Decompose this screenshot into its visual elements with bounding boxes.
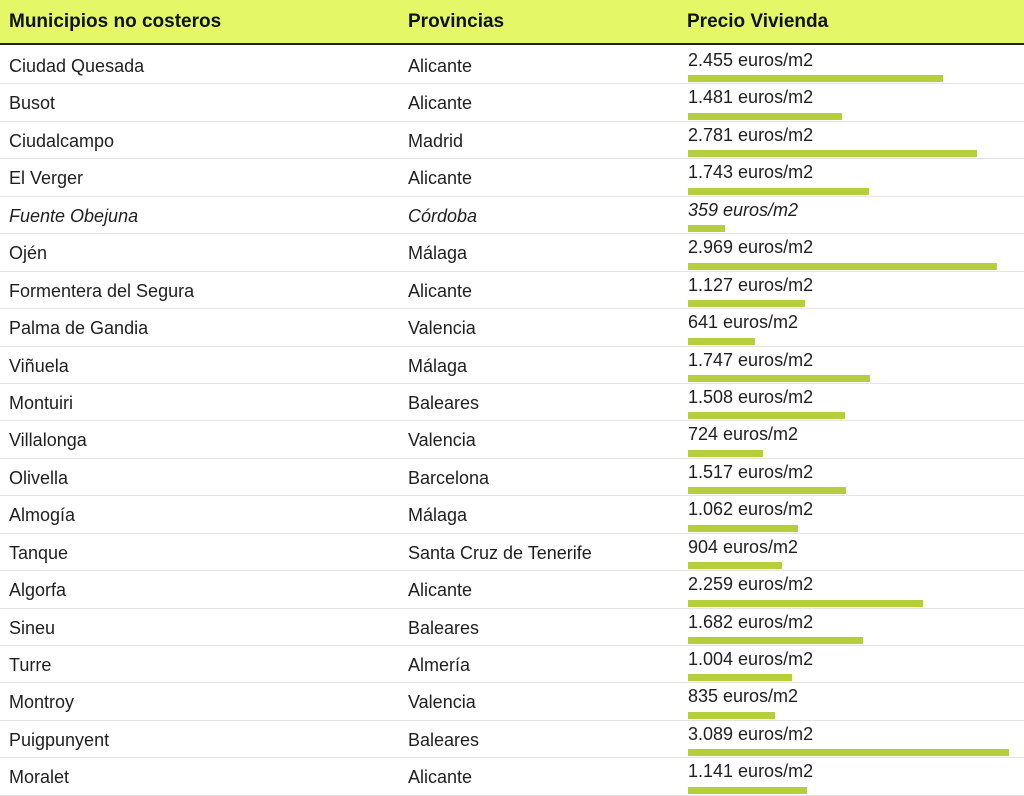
precio-label: 2.455 euros/m2 <box>688 50 814 70</box>
table-row <box>0 609 1024 646</box>
table-row <box>0 496 1024 533</box>
precio-label: 641 euros/m2 <box>688 312 799 333</box>
table-row <box>0 421 1024 458</box>
precio-label: 359 euros/m2 <box>688 199 799 220</box>
table-row <box>0 758 1024 795</box>
precio-bar <box>688 188 869 195</box>
precio-label: 1.747 euros/m2 <box>688 349 814 370</box>
precio-label: 1.743 euros/m2 <box>688 162 814 183</box>
precio-bar <box>688 300 805 307</box>
precio-label: 2.969 euros/m2 <box>688 237 814 258</box>
table-row <box>0 459 1024 496</box>
precio-bar <box>688 263 997 270</box>
precio-bar <box>688 787 807 794</box>
municipio-cell: Olivella <box>9 467 69 488</box>
municipio-cell: Formentera del Segura <box>9 280 195 301</box>
table-row <box>0 347 1024 384</box>
precio-label: 1.062 euros/m2 <box>688 499 814 520</box>
precio-bar <box>688 637 863 644</box>
precio-label: 835 euros/m2 <box>688 686 799 707</box>
precio-bar <box>688 600 923 607</box>
provincia-cell: Alicante <box>408 56 473 76</box>
table-row <box>0 234 1024 271</box>
table-row <box>0 646 1024 683</box>
table-header <box>0 0 1024 45</box>
table-row <box>0 571 1024 608</box>
precio-label: 724 euros/m2 <box>688 424 799 445</box>
provincia-cell: Baleares <box>408 729 480 750</box>
precio-bar <box>688 338 755 345</box>
precio-label: 2.259 euros/m2 <box>688 574 814 595</box>
table-row <box>0 683 1024 720</box>
municipio-cell: Montuiri <box>9 392 74 413</box>
municipio-cell: Puigpunyent <box>9 729 110 750</box>
precio-label: 1.517 euros/m2 <box>688 461 814 482</box>
provincia-cell: Alicante <box>408 580 473 601</box>
municipio-cell: Villalonga <box>9 430 87 451</box>
table-row <box>0 159 1024 196</box>
municipio-cell: Viñuela <box>9 355 69 376</box>
municipio-cell: Turre <box>9 655 52 675</box>
table-row <box>0 309 1024 346</box>
municipio-cell: Ciudad Quesada <box>9 56 145 76</box>
provincia-cell: Valencia <box>408 692 476 713</box>
header-provincia: Provincias <box>408 11 505 32</box>
provincia-cell: Valencia <box>408 430 476 451</box>
municipio-cell: Fuente Obejuna <box>9 205 139 226</box>
provincia-cell: Almería <box>408 655 471 675</box>
municipio-cell: Ciudalcampo <box>9 130 115 151</box>
municipio-cell: Moralet <box>9 767 70 788</box>
precio-label: 1.127 euros/m2 <box>688 274 814 295</box>
table-body <box>0 47 1024 796</box>
precio-bar <box>688 712 775 719</box>
header-municipio: Municipios no costeros <box>9 11 222 32</box>
table-row <box>0 534 1024 571</box>
provincia-cell: Málaga <box>408 355 468 376</box>
precio-label: 1.004 euros/m2 <box>688 649 814 669</box>
precio-bar <box>688 450 763 457</box>
precio-label: 1.141 euros/m2 <box>688 761 814 782</box>
table-row <box>0 721 1024 758</box>
provincia-cell: Málaga <box>408 243 468 264</box>
header-precio: Precio Vivienda <box>687 11 829 32</box>
table-row <box>0 84 1024 121</box>
precio-bar <box>688 412 845 419</box>
municipio-cell: El Verger <box>9 168 84 189</box>
provincia-cell: Madrid <box>408 130 464 151</box>
provincia-cell: Santa Cruz de Tenerife <box>408 542 592 563</box>
precio-bar <box>688 75 943 82</box>
provincia-cell: Baleares <box>408 617 480 638</box>
precio-label: 1.682 euros/m2 <box>688 611 814 632</box>
precio-bar <box>688 113 842 120</box>
municipio-cell: Almogía <box>9 505 76 526</box>
precio-bar <box>688 525 798 532</box>
precio-label: 2.781 euros/m2 <box>688 124 814 145</box>
provincia-cell: Alicante <box>408 93 473 114</box>
precio-bar <box>688 749 1009 756</box>
table-row <box>0 272 1024 309</box>
provincia-cell: Barcelona <box>408 467 490 488</box>
precio-bar <box>688 225 725 232</box>
municipio-cell: Tanque <box>9 542 69 563</box>
precio-bar <box>688 487 846 494</box>
precio-bar <box>688 562 782 569</box>
municipio-cell: Sineu <box>9 617 56 638</box>
table-row <box>0 47 1024 84</box>
provincia-cell: Alicante <box>408 280 473 301</box>
municipio-cell: Palma de Gandia <box>9 318 149 339</box>
provincia-cell: Baleares <box>408 392 480 413</box>
provincia-cell: Valencia <box>408 318 476 339</box>
precio-label: 904 euros/m2 <box>688 536 799 557</box>
precio-label: 1.508 euros/m2 <box>688 386 814 407</box>
municipio-cell: Algorfa <box>9 580 67 601</box>
provincia-cell: Córdoba <box>408 205 478 226</box>
precio-bar <box>688 150 977 157</box>
precio-bar <box>688 375 870 382</box>
provincia-cell: Alicante <box>408 168 473 189</box>
municipio-cell: Ojén <box>9 243 48 264</box>
provincia-cell: Málaga <box>408 505 468 526</box>
table-row <box>0 384 1024 421</box>
precio-label: 3.089 euros/m2 <box>688 723 814 744</box>
precio-label: 1.481 euros/m2 <box>688 87 814 108</box>
provincia-cell: Alicante <box>408 767 473 788</box>
precio-bar <box>688 674 792 681</box>
municipio-cell: Montroy <box>9 692 75 713</box>
table-row <box>0 197 1024 234</box>
table-row <box>0 122 1024 159</box>
municipio-cell: Busot <box>9 93 56 114</box>
